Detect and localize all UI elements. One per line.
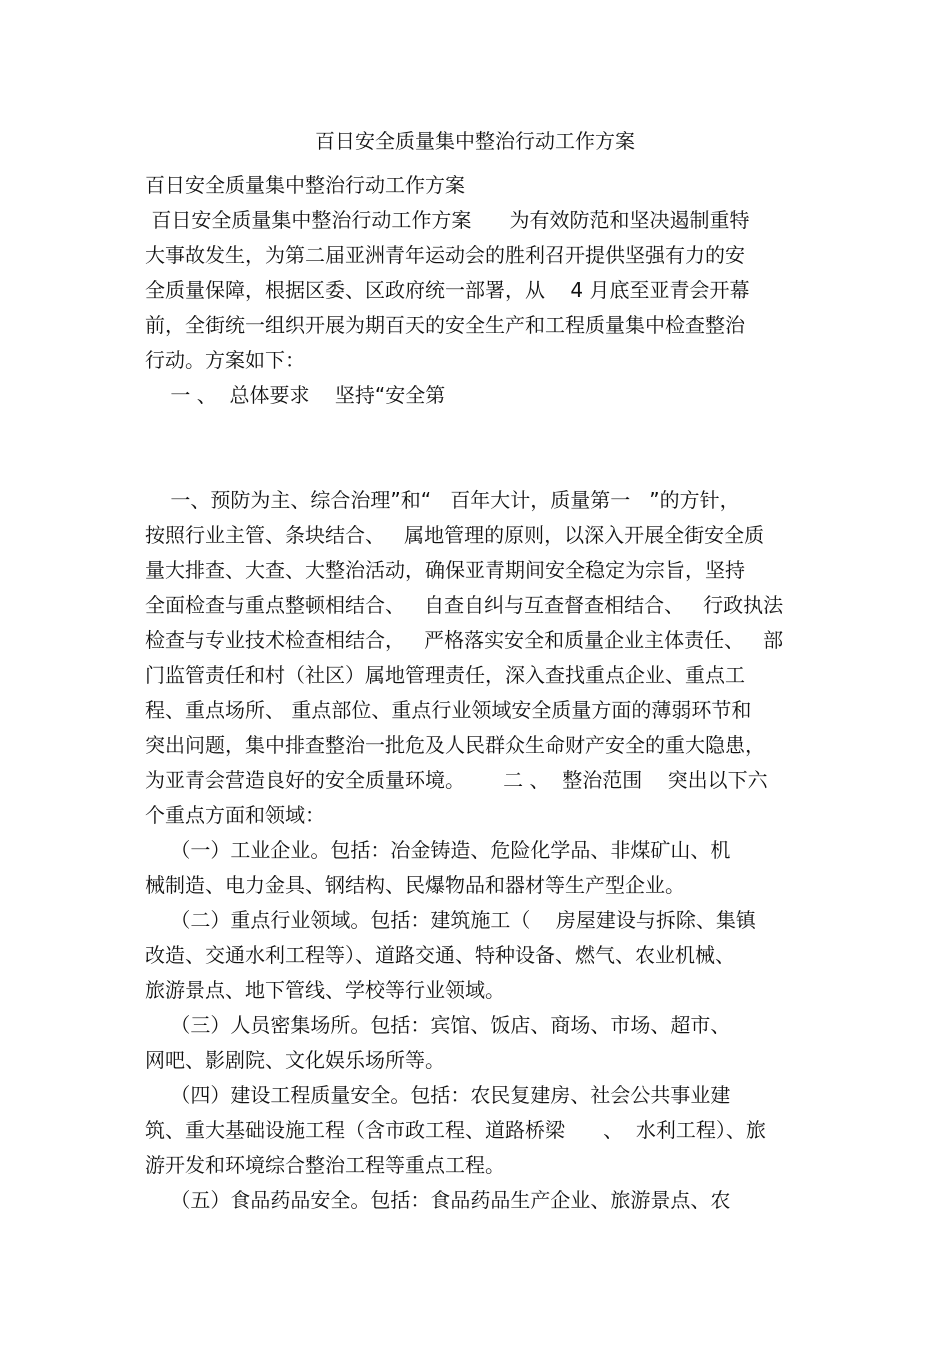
document-line: （二）重点行业领域。包括：建筑施工（ 房屋建设与拆除、集镇	[145, 908, 756, 932]
document-line: 械制造、电力金具、钢结构、民爆物品和器材等生产型企业。	[145, 873, 685, 897]
document-line: 按照行业主管、条块结合、 属地管理的原则，以深入开展全街安全质	[145, 523, 765, 547]
document-line: 突出问题，集中排查整治一批危及人民群众生命财产安全的重大隐患，	[145, 733, 765, 757]
document-line: 行动。方案如下：	[145, 348, 305, 372]
document-line: 全面检查与重点整顿相结合、 自查自纠与互查督查相结合、 行政执法	[145, 593, 784, 617]
document-line: 百日安全质量集中整治行动工作方案	[145, 173, 465, 197]
document-line: （一）工业企业。包括：冶金铸造、危险化学品、非煤矿山、机	[145, 838, 731, 862]
document-line: 筑、重大基础设施工程（含市政工程、道路桥梁 、 水利工程）、旅	[145, 1118, 766, 1142]
document-line: 全质量保障，根据区委、区政府统一部署，从 4 月底至亚青会开幕	[145, 278, 750, 302]
document-line: 改造、交通水利工程等）、道路交通、特种设备、燃气、农业机械、	[145, 943, 735, 967]
document-line: （三）人员密集场所。包括：宾馆、饭店、商场、市场、超市、	[145, 1013, 731, 1037]
document-line: 旅游景点、地下管线、学校等行业领域。	[145, 978, 505, 1002]
document-title: 百日安全质量集中整治行动工作方案	[315, 129, 635, 153]
document-line: 游开发和环境综合整治工程等重点工程。	[145, 1153, 505, 1177]
document-line: 检查与专业技术检查相结合， 严格落实安全和质量企业主体责任、 部	[145, 628, 784, 652]
document-line: 一 、 总体要求 坚持“安全第	[145, 383, 446, 407]
document-line: 为亚青会营造良好的安全质量环境。 二 、 整治范围 突出以下六	[145, 768, 768, 792]
document-line: （四）建设工程质量安全。包括：农民复建房、社会公共事业建	[145, 1083, 731, 1107]
document-line: 网吧、影剧院、文化娱乐场所等。	[145, 1048, 445, 1072]
document-line: 量大排查、大查、大整治活动，确保亚青期间安全稳定为宗旨，坚持	[145, 558, 745, 582]
document-line: 个重点方面和领域：	[145, 803, 325, 827]
document-line: 前，全街统一组织开展为期百天的安全生产和工程质量集中检查整治	[145, 313, 745, 337]
document-line: 大事故发生，为第二届亚洲青年运动会的胜利召开提供坚强有力的安	[145, 243, 745, 267]
document-line: 百日安全质量集中整治行动工作方案 为有效防范和坚决遏制重特	[145, 208, 750, 232]
document-line: 程、重点场所、 重点部位、重点行业领域安全质量方面的薄弱环节和	[145, 698, 752, 722]
document-line: 一、预防为主、综合治理”和“ 百年大计，质量第一 ”的方针，	[145, 488, 740, 512]
document-line: 门监管责任和村（社区）属地管理责任，深入查找重点企业、重点工	[145, 663, 745, 687]
document-line: （五）食品药品安全。包括：食品药品生产企业、旅游景点、农	[145, 1188, 731, 1212]
